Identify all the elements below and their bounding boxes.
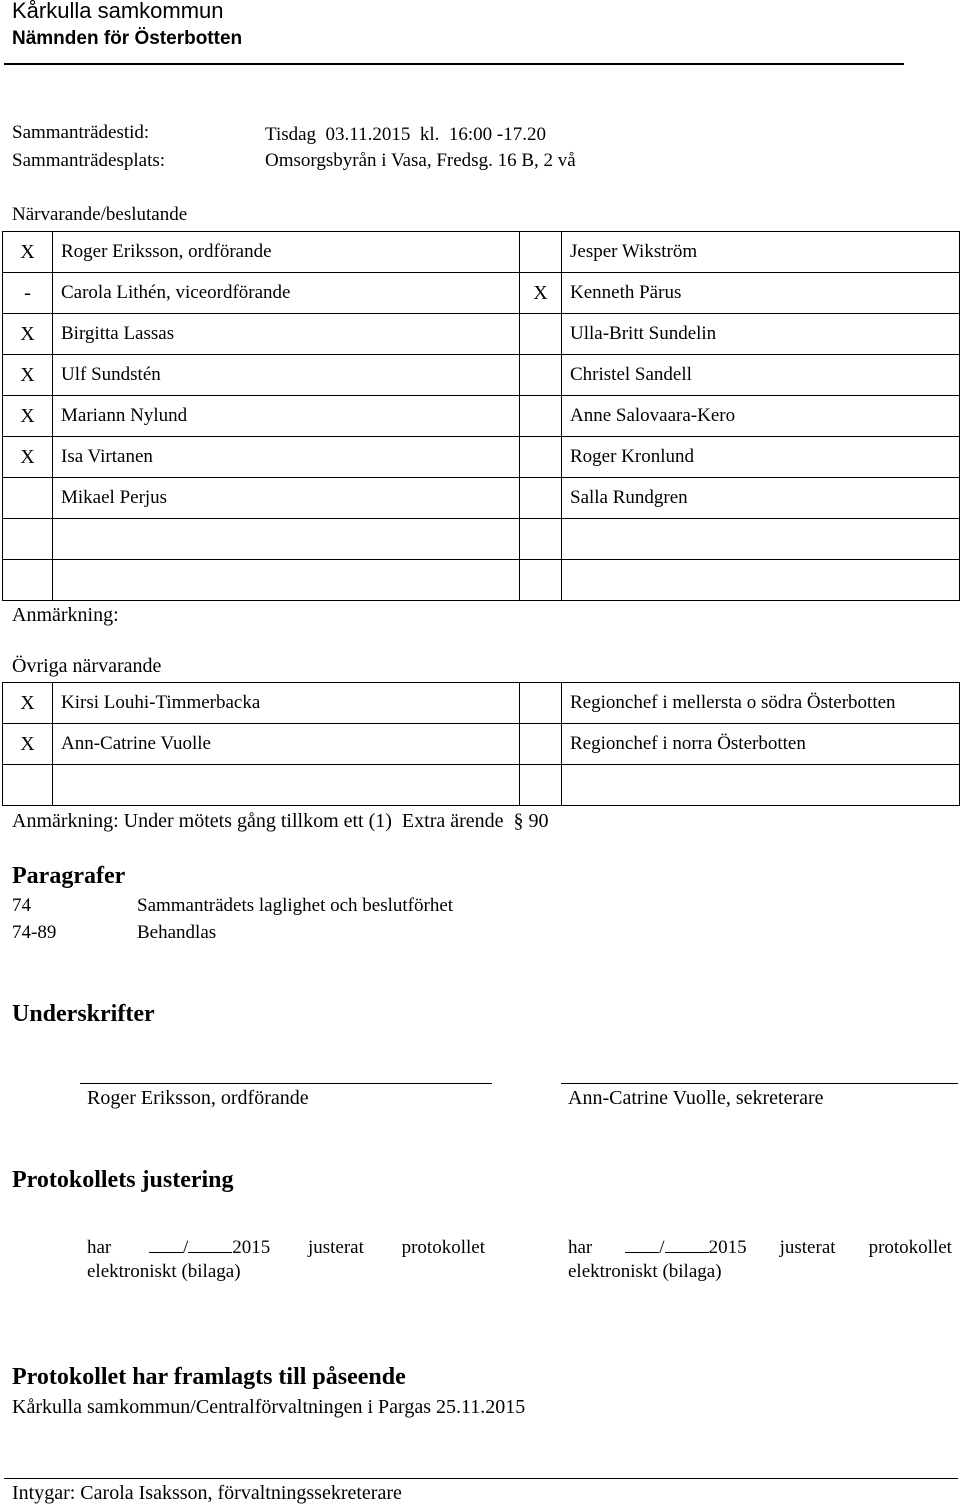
presence-mark: -	[3, 273, 53, 314]
attendee-name	[562, 560, 960, 601]
attendee-row	[3, 683, 960, 724]
presence-mark: X	[3, 437, 53, 478]
framlagt-heading: Protokollet har framlagts till påseende	[12, 1364, 406, 1390]
protokollet-left: protokollet	[401, 1237, 485, 1258]
attendee-name: Regionchef i mellersta o södra Österbotten	[562, 683, 960, 724]
attendee-row	[3, 355, 960, 396]
justering-har-right: har	[568, 1237, 593, 1258]
year-left: 2015	[232, 1237, 271, 1258]
attendee-name	[53, 765, 520, 806]
attendee-name: Isa Virtanen	[53, 437, 520, 478]
paragraf-num-1: 74	[12, 895, 31, 916]
attendee-name	[562, 519, 960, 560]
year-right: 2015	[708, 1237, 747, 1258]
paragraf-text-2: Behandlas	[137, 922, 217, 943]
protokollet-right: protokollet	[868, 1237, 952, 1258]
others-table	[2, 682, 960, 806]
paragrafer-heading: Paragrafer	[12, 863, 126, 889]
paragraf-num-2: 74-89	[12, 922, 57, 943]
attendee-name: Mariann Nylund	[53, 396, 520, 437]
attendee-name: Roger Eriksson, ordförande	[53, 232, 520, 273]
justering-right	[568, 1236, 952, 1283]
presence-mark	[520, 232, 562, 273]
presence-mark: X	[3, 724, 53, 765]
presence-mark	[520, 396, 562, 437]
meeting-time-label: Sammanträdestid:	[12, 122, 150, 143]
justerat-right: justerat	[779, 1237, 836, 1258]
slash-left: /	[182, 1237, 189, 1258]
signature-name-right: Ann-Catrine Vuolle, sekreterare	[568, 1087, 824, 1109]
presence-mark: X	[3, 355, 53, 396]
presence-mark	[520, 478, 562, 519]
attendee-name: Kirsi Louhi-Timmerbacka	[53, 683, 520, 724]
attendee-row	[3, 478, 960, 519]
presence-mark	[520, 355, 562, 396]
attendee-row	[3, 314, 960, 355]
attendee-name: Ulf Sundstén	[53, 355, 520, 396]
present-table	[2, 231, 960, 601]
presence-mark	[520, 519, 562, 560]
paragraf-text-1: Sammanträdets laglighet och beslutförhet	[137, 895, 454, 916]
org-name: Kårkulla samkommun	[12, 0, 224, 23]
attendee-row	[3, 273, 960, 314]
justering-line2-right: elektroniskt (bilaga)	[568, 1261, 722, 1282]
justering-line2-left: elektroniskt (bilaga)	[87, 1261, 241, 1282]
attendee-name: Carola Lithén, viceordförande	[53, 273, 520, 314]
justering-left	[87, 1236, 485, 1283]
attendee-name	[53, 560, 520, 601]
presence-mark: X	[3, 314, 53, 355]
attendee-name: Jesper Wikström	[562, 232, 960, 273]
presence-mark: X	[3, 232, 53, 273]
presence-mark	[3, 765, 53, 806]
remark-label: Anmärkning:	[12, 604, 119, 626]
signature-name-left: Roger Eriksson, ordförande	[87, 1087, 309, 1109]
presence-mark: X	[3, 683, 53, 724]
attendee-name	[562, 765, 960, 806]
attendee-name: Salla Rundgren	[562, 478, 960, 519]
board-name: Nämnden för Österbotten	[12, 28, 243, 49]
others-heading: Övriga närvarande	[12, 655, 162, 677]
month-blank-right	[665, 1236, 709, 1253]
meeting-place-value: Omsorgsbyrån i Vasa, Fredsg. 16 B, 2 vå	[265, 150, 576, 171]
attendee-name: Birgitta Lassas	[53, 314, 520, 355]
presence-mark	[3, 519, 53, 560]
attendee-name: Ulla-Britt Sundelin	[562, 314, 960, 355]
attendee-row	[3, 765, 960, 806]
attendee-name: Roger Kronlund	[562, 437, 960, 478]
extra-remark: Anmärkning: Under mötets gång tillkom ett (1) Extra ärende § 90	[12, 810, 549, 832]
presence-mark	[520, 437, 562, 478]
day-blank-left	[149, 1236, 183, 1253]
day-blank-right	[625, 1236, 659, 1253]
attendee-name: Regionchef i norra Österbotten	[562, 724, 960, 765]
month-blank-left	[188, 1236, 232, 1253]
justerat-left: justerat	[307, 1237, 364, 1258]
footer-rule	[4, 1478, 958, 1479]
meeting-place-label: Sammanträdesplats:	[12, 150, 166, 171]
presence-mark	[520, 560, 562, 601]
attendee-name: Anne Salovaara-Kero	[562, 396, 960, 437]
signature-line-right	[561, 1083, 958, 1084]
present-heading: Närvarande/beslutande	[12, 204, 188, 225]
slash-right: /	[659, 1237, 665, 1258]
attendee-row	[3, 560, 960, 601]
attendee-row	[3, 724, 960, 765]
attendee-row	[3, 437, 960, 478]
signatures-heading: Underskrifter	[12, 1001, 155, 1027]
attendee-row	[3, 396, 960, 437]
attendee-name: Mikael Perjus	[53, 478, 520, 519]
header-rule	[4, 63, 904, 65]
presence-mark: X	[520, 273, 562, 314]
intygar: Intygar: Carola Isaksson, förvaltningssekreterare	[12, 1482, 402, 1504]
presence-mark	[520, 314, 562, 355]
justering-heading: Protokollets justering	[12, 1167, 234, 1193]
presence-mark	[3, 560, 53, 601]
attendee-name: Kenneth Pärus	[562, 273, 960, 314]
presence-mark	[520, 683, 562, 724]
signature-line-left	[80, 1083, 492, 1084]
justering-har-left: har	[87, 1237, 112, 1258]
presence-mark	[520, 724, 562, 765]
meeting-time-value: Tisdag 03.11.2015 kl. 16:00 -17.20	[265, 124, 546, 145]
presence-mark: X	[3, 396, 53, 437]
attendee-name: Christel Sandell	[562, 355, 960, 396]
attendee-row	[3, 232, 960, 273]
presence-mark	[520, 765, 562, 806]
attendee-name: Ann-Catrine Vuolle	[53, 724, 520, 765]
attendee-name	[53, 519, 520, 560]
attendee-row	[3, 519, 960, 560]
framlagt-text: Kårkulla samkommun/Centralförvaltningen i Pargas 25.11.2015	[12, 1396, 526, 1418]
presence-mark	[3, 478, 53, 519]
